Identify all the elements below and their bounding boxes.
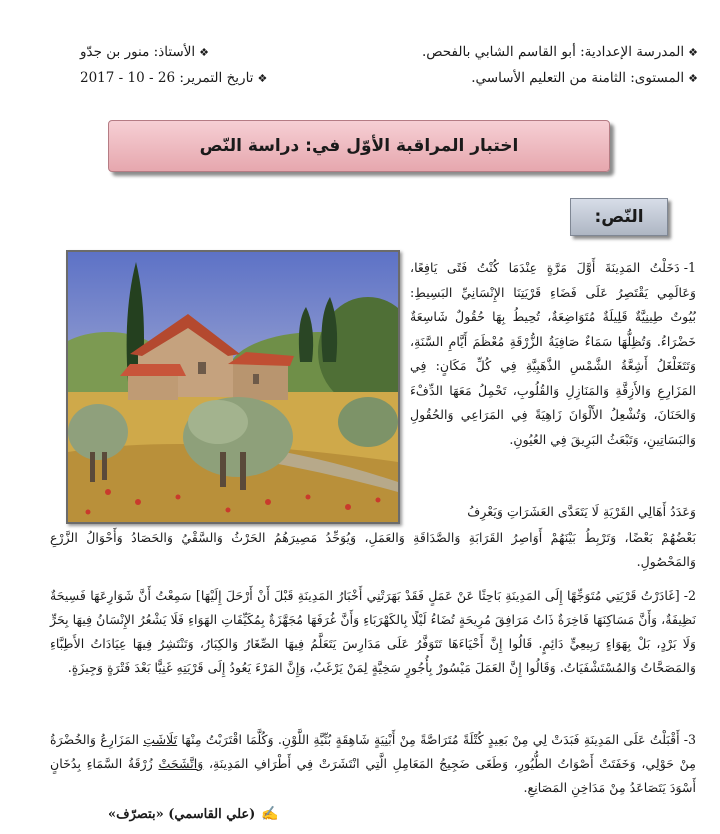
paragraph-1-tail: وَعَدَدُ أَهَالِي القَرْيَةِ لَا يَتَعَدَّى العَشَرَاتِ وَيَعْرِفُ [467, 504, 696, 519]
section-label-text: النّص: [570, 198, 668, 236]
teacher-name: الأستاذ: منور بن جدّو [80, 44, 196, 60]
level-line [471, 70, 698, 86]
paragraph-2 [50, 584, 696, 680]
paragraph-1 [410, 256, 696, 452]
paragraph-1-text: دَخَلْتُ المَدِينَةَ أَوَّلَ مَرَّةٍ عِنْدَمَا كُنْتُ فَتًى يَافِعًا، وَعَالَمِي يَقْتَصِرُ عَلَى فَضَاءِ قَرْيَتِنَا الإِنْسَانِيِّ البَسِيطِ: بُيُوتٌ طِينِيَّةٌ قَلِيلَةٌ مُتَوَاضِعَةٌ، تُحِيطُ بِهَا حُقُولٌ شَاسِعَةٌ خَضْرَاءُ. وَتُظِلُّهَا سَمَاءٌ صَافِيَةُ الزُّرْقَةِ مُعْظَمَ أَيَّامِ السَّنَةِ، وَتَتَغَلْغَلُ أَشِعَّةُ الشَّمْسِ الذَّهَبِيَّةِ فِي كُلِّ مَكَانٍ: فِي المَزَارِعِ وَالأَزِقَّةِ وَالمَنَازِلِ وَالقُلُوبِ، تَحْمِلُ مَعَهَا الدِّفْءَ وَالحَنَانَ، وَتُشْعِلُ الأَلْوَانَ زَاهِيَةً فِي المَرَاعِي وَالحُقُولِ وَالبَسَاتِينِ، وَتَبْعَثُ البَرِيقَ فِي العُيُونِ. [410, 260, 696, 447]
underlined-word-1: تَلَاشَتِ [143, 732, 178, 747]
author-credit [108, 806, 279, 822]
diamond-bullet-icon: ❖ [257, 72, 268, 85]
author-note: «بتصرّف» [108, 807, 164, 822]
paragraph-1-full-width: بَعْضُهُمْ بَعْضًا، وَتَرْبِطُ بَيْنَهُمْ أَوَاصِرُ القَرَابَةِ وَالصَّدَاقَةِ وَالعَمَلِ، وَيُوَحِّدُ مَصِيرَهُمُ الحَرْثُ وَالسَّقْيُ وَالحَصَادُ وَأَحْوَالُ الزَّرْعِ وَالمَحْصُولِ. [50, 530, 696, 569]
exam-header [60, 44, 698, 104]
exam-date: تاريخ التمرير: 26 - 10 - 2017 [80, 70, 254, 86]
paragraph-3-text-a: أَقْبَلْتُ عَلَى المَدِينَةِ فَبَدَتْ لِي مِنْ بَعِيدٍ كُتْلَةً مُتَرَاصَّةً مِنْ أَبْنِيَةٍ شَاهِقَةٍ بُنِّيَّةِ اللَّوْنِ. وَكُلَّمَا اقْتَرَبْتُ مِنْهَا [181, 732, 680, 747]
school-name: المدرسة الإعدادية: أبو القاسم الشابي بالفحص. [421, 44, 685, 60]
paragraph-3-number: 3- [683, 732, 696, 747]
underlined-word-2: وَاتَّشَحَتْ [158, 756, 204, 771]
author-name: (علي القاسمي) [168, 807, 256, 822]
diamond-bullet-icon: ❖ [199, 46, 210, 59]
pen-icon: ✍ [261, 806, 279, 822]
paragraph-3-text-b: المَزَارِعُ وَالخُضْرَةُ مِنْ حَوْلِي، وَخَفَتَتْ أَصْوَاتُ الطُّيُورِ، وَطَغَى ضَجِيجُ المَعَامِلِ الَّتِي انْتَشَرَتْ فِي أَطْرَافِ المَدِينَةِ، [50, 732, 696, 771]
paragraph-2-number: 2- [683, 588, 696, 603]
school-line [422, 44, 698, 60]
village-painting-icon [66, 250, 400, 524]
paragraph-3-text-c: زُرْقَةُ السَّمَاءِ بِدُخَانٍ أَسْوَدَ يَتَصَاعَدُ مِنْ مَدَاخِنِ المَصَانِعِ. [50, 756, 696, 795]
diamond-bullet-icon: ❖ [688, 72, 698, 85]
date-line [80, 70, 267, 86]
diamond-bullet-icon: ❖ [688, 46, 698, 59]
teacher-line [80, 44, 209, 60]
paragraph-2-text: [غَادَرْتُ قَرْيَتِي مُتَوَجِّهًا إِلَى المَدِينَةِ بَاحِثًا عَنْ عَمَلٍ فَقَدْ بَهَرَتْنِي أَخْبَارُ المَدِينَةِ قَبْلَ أَنْ أَرْحَلَ إِلَيْهَا] سَمِعْتُ أَنَّ شَوَارِعَهَا فَسِيحَةٌ نَظِيفَةٌ، وَأَنَّ مَسَاكِنَهَا فَاخِرَةٌ ذَاتُ مَرَافِقَ مُرِيحَةٍ تُضَاءُ لَيْلًا بِالكَهْرَبَاءِ وَأَنَّ غُرَفَهَا مُجَهَّزَةٌ بِمُكَيِّفَاتِ الهَوَاءِ فَلَا يَشْعُرُ الإِنْسَانُ فِيهَا بِحَرٍّ وَلَا بَرْدٍ، بَلْ بِهَوَاءٍ رَبِيعِيٍّ دَائِمٍ. قَالُوا إِنَّ أَحْيَاءَهَا تَتَوَفَّرُ عَلَى مَدَارِسَ يَتَعَلَّمُ فِيهَا الصِّغَارُ وَالكِبَارُ، وَتَنْتَشِرُ فِيهَا عِيَادَاتُ الأَطِبَّاءِ وَالمَصَحَّاتُ وَالمُسْتَشْفَيَاتُ. وَقَالُوا إِنَّ العَمَلَ مَيْسُورٌ بِأُجُورٍ سَخِيَّةٍ لِمَنْ يَرْغَبُ، وَإِنَّ المَرْءَ يَعُودُ إِلَى قَرْيَتِهِ غَنِيًّا بَعْدَ فَتْرَةٍ وَجِيزَةٍ. [50, 588, 696, 675]
paragraph-1-number: 1- [683, 260, 696, 275]
level-text: المستوى: الثامنة من التعليم الأساسي. [471, 70, 685, 86]
exam-title: اختبار المراقبة الأوّل في: دراسة النّص [108, 120, 610, 172]
paragraph-3 [50, 728, 696, 800]
